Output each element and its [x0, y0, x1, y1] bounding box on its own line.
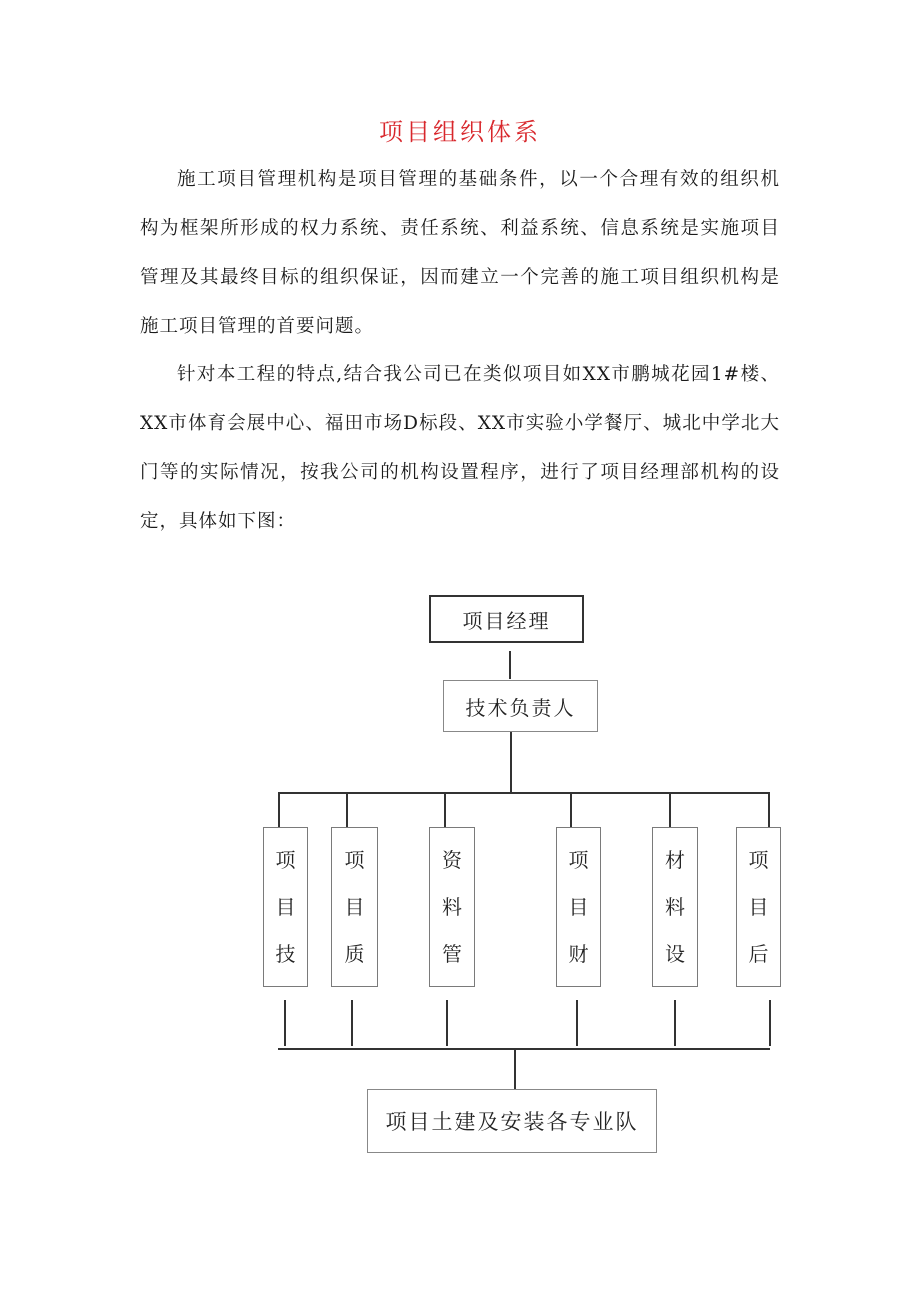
department-box — [429, 827, 475, 987]
project-manager-box: 项目经理 — [429, 595, 584, 643]
drop-line — [570, 792, 572, 828]
drop-line — [669, 792, 671, 828]
department-char: 材 — [665, 847, 685, 872]
department-char: 项 — [748, 847, 769, 872]
department-char: 设 — [665, 942, 685, 967]
connector-tech-bus — [510, 732, 512, 793]
department-char: 目 — [344, 894, 365, 919]
department-char: 料 — [442, 894, 462, 919]
department-char: 项 — [568, 847, 589, 872]
department-char: 项 — [275, 847, 296, 872]
rise-line — [284, 1000, 286, 1046]
department-box — [556, 827, 601, 987]
department-char: 技 — [275, 942, 296, 967]
top-bus — [278, 792, 770, 794]
connector-pm-tech — [509, 651, 511, 679]
department-char: 目 — [748, 894, 769, 919]
paragraph-projects: 针对本工程的特点,结合我公司已在类似项目如XX市鹏城花园1#楼、XX市体育会展中心、福田市场D标段、XX市实验小学餐厅、城北中学北大门等的实际情况，按我公司的机构设置程序，进行了项目经理部机构的设定，具体如下图： — [140, 364, 780, 532]
paragraph-intro: 施工项目管理机构是项目管理的基础条件，以一个合理有效的组织机构为框架所形成的权力系统、责任系统、利益系统、信息系统是实施项目管理及其最终目标的组织保证，因而建立一个完善的施工项目组织机构是施工项目管理的首要问题。 — [140, 169, 780, 337]
bottom-bus — [278, 1048, 770, 1050]
rise-line — [351, 1000, 353, 1046]
department-char: 资 — [442, 847, 462, 872]
rise-line — [446, 1000, 448, 1046]
page-title: 项目组织体系 — [379, 118, 541, 146]
department-char: 财 — [568, 942, 589, 967]
department-box — [736, 827, 781, 987]
department-char: 管 — [442, 942, 462, 967]
department-box — [652, 827, 698, 987]
connector-bus-teams — [514, 1049, 516, 1089]
department-box — [331, 827, 378, 987]
rise-line — [674, 1000, 676, 1046]
department-char: 目 — [568, 894, 589, 919]
department-char: 项 — [344, 847, 365, 872]
construction-teams-box: 项目土建及安装各专业队 — [367, 1089, 657, 1153]
department-char: 目 — [275, 894, 296, 919]
department-box — [263, 827, 308, 987]
rise-line — [576, 1000, 578, 1046]
rise-line — [769, 1000, 771, 1046]
drop-line — [346, 792, 348, 828]
drop-line — [768, 792, 770, 828]
department-char: 后 — [748, 942, 769, 967]
drop-line — [278, 792, 280, 828]
technical-lead-box: 技术负责人 — [443, 680, 598, 732]
department-char: 料 — [665, 894, 685, 919]
drop-line — [444, 792, 446, 828]
department-char: 质 — [344, 942, 365, 967]
